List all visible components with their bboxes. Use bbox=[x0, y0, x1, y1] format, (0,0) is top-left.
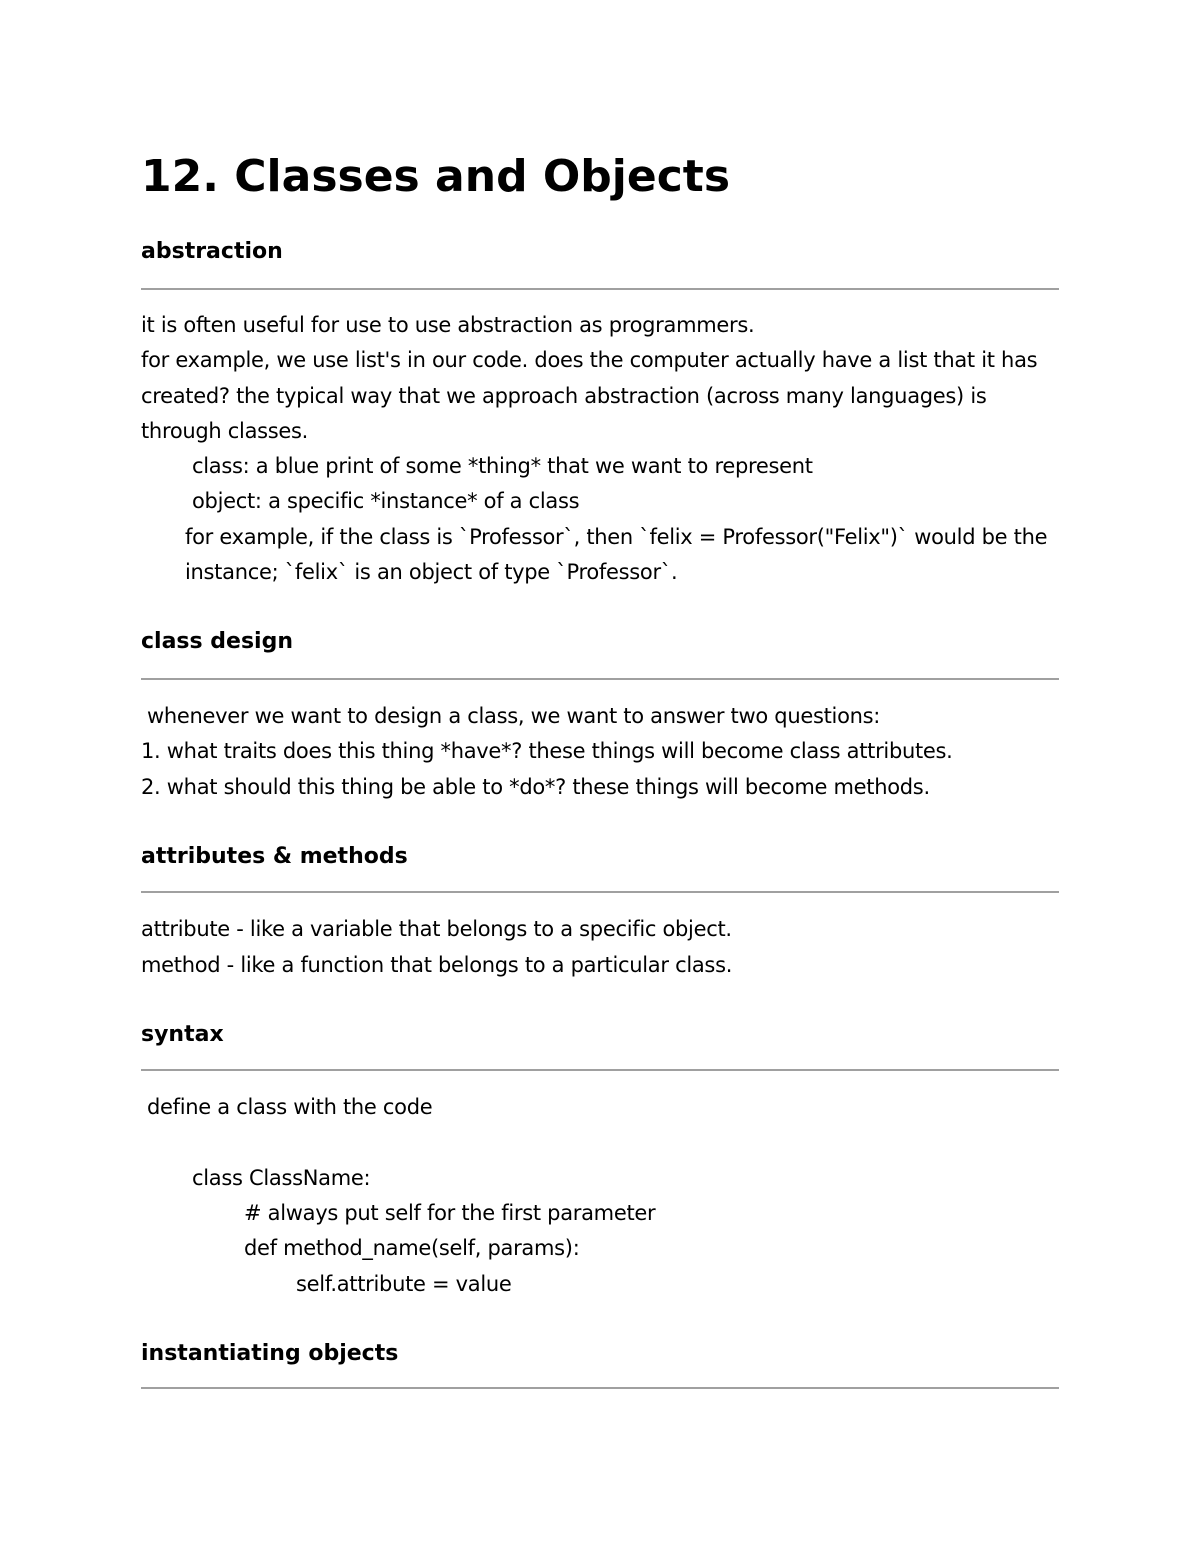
body-text-line: instance; `felix` is an object of type `Professor`. bbox=[185, 560, 678, 584]
section-divider bbox=[141, 1387, 1059, 1389]
body-text-line: object: a specific *instance* of a class bbox=[192, 489, 580, 513]
body-text-line: for example, we use list's in our code. does the computer actually have a list that it has bbox=[141, 348, 1038, 372]
section-heading-attributes-methods: attributes & methods bbox=[141, 844, 408, 869]
section-divider bbox=[141, 1069, 1059, 1071]
body-text-line: through classes. bbox=[141, 419, 309, 443]
body-text-line: class: a blue print of some *thing* that we want to represent bbox=[192, 454, 813, 478]
section-heading-instantiating-objects: instantiating objects bbox=[141, 1341, 399, 1366]
code-line: def method_name(self, params): bbox=[244, 1236, 580, 1260]
page-title: 12. Classes and Objects bbox=[141, 151, 731, 202]
code-line: class ClassName: bbox=[192, 1166, 371, 1190]
section-heading-abstraction: abstraction bbox=[141, 239, 283, 264]
body-text-line: 2. what should this thing be able to *do*? these things will become methods. bbox=[141, 775, 930, 799]
section-divider bbox=[141, 288, 1059, 290]
body-text-line: whenever we want to design a class, we want to answer two questions: bbox=[147, 704, 881, 728]
body-text-line: method - like a function that belongs to a particular class. bbox=[141, 953, 733, 977]
body-text-line: for example, if the class is `Professor`, then `felix = Professor("Felix")` would be the bbox=[185, 525, 1048, 549]
body-text-line: it is often useful for use to use abstraction as programmers. bbox=[141, 313, 755, 337]
body-text-line: attribute - like a variable that belongs to a specific object. bbox=[141, 917, 732, 941]
code-line: self.attribute = value bbox=[296, 1272, 512, 1296]
code-line: # always put self for the first parameter bbox=[244, 1201, 656, 1225]
section-heading-syntax: syntax bbox=[141, 1022, 224, 1047]
section-divider bbox=[141, 891, 1059, 893]
section-divider bbox=[141, 678, 1059, 680]
section-heading-class-design: class design bbox=[141, 629, 293, 654]
body-text-line: define a class with the code bbox=[147, 1095, 433, 1119]
body-text-line: 1. what traits does this thing *have*? these things will become class attributes. bbox=[141, 739, 953, 763]
body-text-line: created? the typical way that we approach abstraction (across many languages) is bbox=[141, 384, 987, 408]
